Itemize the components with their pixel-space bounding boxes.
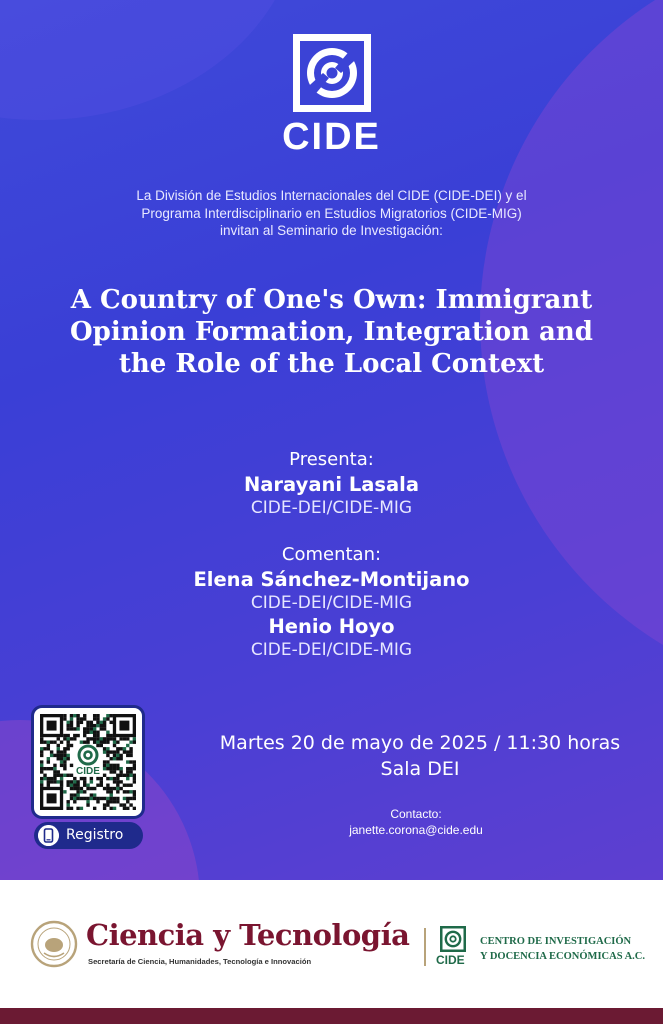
bottom-color-bar <box>0 1008 663 1024</box>
ministry-title: Ciencia y Tecnología <box>86 918 410 952</box>
presenter-affiliation: CIDE-DEI/CIDE-MIG <box>250 498 413 518</box>
registration-qr-code[interactable] <box>34 708 142 816</box>
title-line: Opinion Formation, Integration and <box>70 317 593 347</box>
decorative-blob <box>0 0 300 120</box>
phone-icon <box>38 825 59 846</box>
cide-full-name-line: CENTRO DE INVESTIGACIÓN <box>480 936 632 947</box>
qr-code-icon <box>40 714 136 810</box>
event-datetime: Martes 20 de mayo de 2025 / 11:30 horas <box>219 732 621 754</box>
cide-logo-text: CIDE <box>282 116 381 158</box>
speakers-section <box>0 448 663 661</box>
seminar-title <box>20 284 643 380</box>
title-line: A Country of One's Own: Immigrant <box>70 285 593 315</box>
commentator-affiliation: CIDE-DEI/CIDE-MIG <box>250 640 413 660</box>
footer-divider <box>424 928 426 966</box>
contact-block <box>300 806 532 838</box>
invitation-line: La División de Estudios Internacionales del CIDE (CIDE-DEI) y el <box>136 188 527 203</box>
contact-email[interactable]: janette.corona@cide.edu <box>349 823 483 837</box>
invitation-line: Programa Interdisciplinario en Estudios Migratorios (CIDE-MIG) <box>141 205 522 221</box>
cide-logo-icon <box>293 34 371 112</box>
registration-label: Registro <box>66 827 124 843</box>
cide-mini-logo-icon <box>440 926 466 952</box>
cide-full-name-line: Y DOCENCIA ECONÓMICAS A.C. <box>480 951 646 962</box>
contact-label: Contacto: <box>390 807 442 821</box>
title-line: the Role of the Local Context <box>118 349 545 379</box>
cide-full-name <box>480 934 645 964</box>
commentators-label: Comentan: <box>281 544 382 565</box>
invitation-text <box>60 187 603 240</box>
ministry-subtitle: Secretaría de Ciencia, Humanidades, Tecnología e Innovación <box>88 957 312 966</box>
mexico-seal-icon <box>30 920 78 968</box>
presenter-label: Presenta: <box>289 449 374 470</box>
presenter-name: Narayani Lasala <box>243 473 420 496</box>
registration-button[interactable] <box>34 822 143 849</box>
qr-center-label: CIDE <box>76 766 100 778</box>
footer-logos <box>0 880 663 1008</box>
commentator-name: Elena Sánchez-Montijano <box>193 568 470 591</box>
invitation-line: invitan al Seminario de Investigación: <box>220 223 443 238</box>
event-room: Sala DEI <box>380 758 460 780</box>
cide-mini-logo-text: CIDE <box>436 953 465 967</box>
commentator-name: Henio Hoyo <box>268 615 395 638</box>
commentator-affiliation: CIDE-DEI/CIDE-MIG <box>250 593 413 613</box>
event-details <box>190 730 650 782</box>
